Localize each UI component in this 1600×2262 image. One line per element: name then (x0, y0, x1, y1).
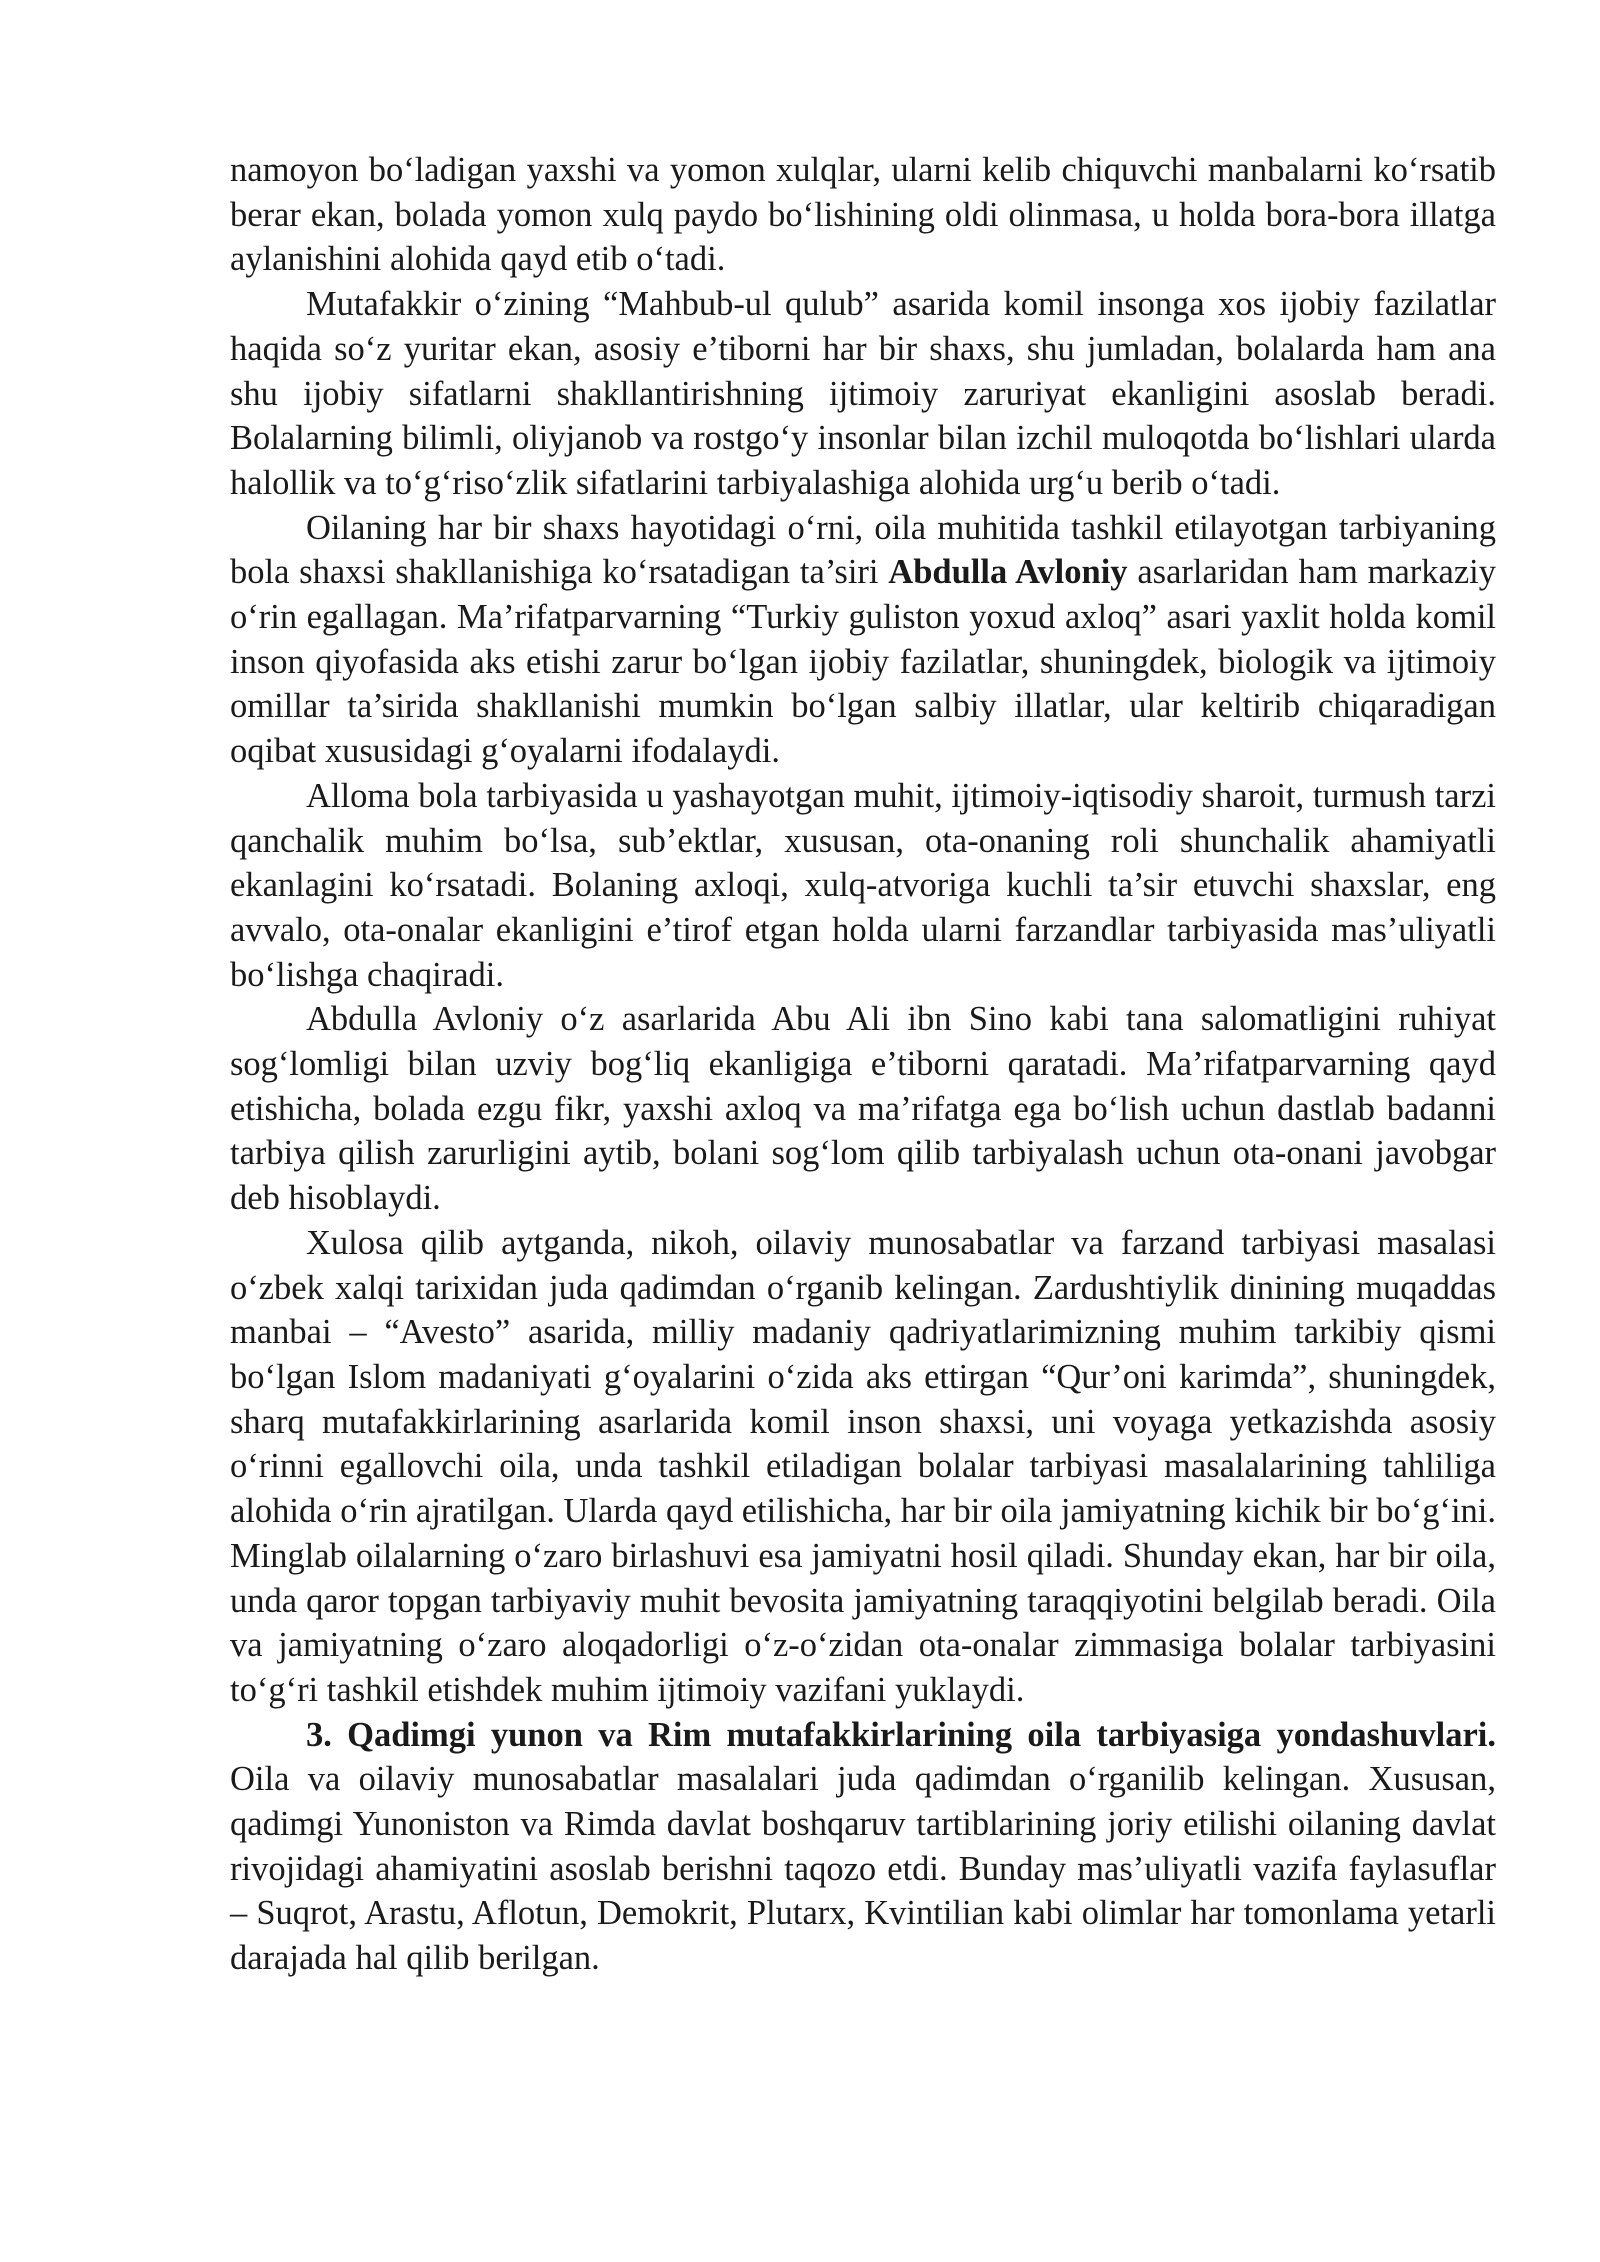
author-name-bold: Abdulla Avloniy (888, 553, 1128, 592)
paragraph-mahbub-ul-qulub: Mutafakkir oʻzining “Mahbub-ul qulub” asarida komil insonga xos ijobiy fazilatlar haqida soʻz yuritar ekan, asosiy e’tiborni har bir shaxs, shu jumladan, bolalarda ham ana shu ijobiy sifatlarni shakllantirishning ijtimoiy zaruriyat ekanligini asoslab beradi. Bolalarning bilimli, oliyjanob va rostgoʻy insonlar bilan izchil muloqotda boʻlishlari ularda halollik va toʻgʻrisoʻzlik sifatlarini tarbiyalashiga alohida urgʻu berib oʻtadi. (230, 285, 1496, 502)
document-body (230, 148, 1496, 1981)
paragraph-section-3 (230, 1713, 1496, 1981)
paragraph-abdulla-avloniy-intro (230, 506, 1496, 774)
paragraph-avloniy-health: Abdulla Avloniy oʻz asarlarida Abu Ali ibn Sino kabi tana salomatligini ruhiyat sogʻlomligi bilan uzviy bogʻliq ekanligiga e’tiborni qaratadi. Ma’rifatparvarning qayd etishicha, bolada ezgu fikr, yaxshi axloq va ma’rifatga ega boʻlish uchun dastlab badanni tarbiya qilish zarurligini aytib, bolani sogʻlom qilib tarbiyalash uchun ota-onani javobgar deb hisoblaydi. (230, 1000, 1496, 1218)
paragraph-text: asarlaridan ham markaziy oʻrin egallagan. Ma’rifatparvarning “Turkiy guliston yoxud axloq” asari yaxlit holda komil inson qiyofasida aks etishi zarur boʻlgan ijobiy fazilatlar, shuningdek, biologik va ijtimoiy omillar ta’sirida shakllanishi mumkin boʻlgan salbiy illatlar, ular keltirib chiqaradigan oqibat xususidagi gʻoyalarni ifodalaydi. (230, 553, 1496, 771)
paragraph-continuation: namoyon boʻladigan yaxshi va yomon xulqlar, ularni kelib chiquvchi manbalarni koʻrsatib berar ekan, bolada yomon xulq paydo boʻlishining oldi olinmasa, u holda bora-bora illatga aylanishini alohida qayd etib oʻtadi. (230, 151, 1496, 279)
paragraph-text: Oilaning har bir shaxs hayotidagi oʻrni, oila muhitida tashkil etilayotgan tarbiyaning bola shaxsi shakllanishiga koʻrsatadigan ta’siri (230, 508, 1496, 592)
paragraph-alloma: Alloma bola tarbiyasida u yashayotgan muhit, ijtimoiy-iqtisodiy sharoit, turmush tarzi qanchalik muhim boʻlsa, sub’ektlar, xususan, ota-onaning roli shunchalik ahamiyatli ekanlagini koʻrsatadi. Bolaning axloqi, xulq-atvoriga kuchli ta’sir etuvchi shaxslar, eng avvalo, ota-onalar ekanligini e’tirof etgan holda ularni farzandlar tarbiyasida mas’uliyatli boʻlishga chaqiradi. (230, 776, 1496, 994)
paragraph-conclusion: Xulosa qilib aytganda, nikoh, oilaviy munosabatlar va farzand tarbiyasi masalasi oʻzbek xalqi tarixidan juda qadimdan oʻrganib kelingan. Zardushtiylik dinining muqaddas manbai – “Avesto” asarida, milliy madaniy qadriyatlarimizning muhim tarkibiy qismi boʻlgan Islom madaniyati gʻoyalarini oʻzida aks ettirgan “Qur’oni karimda”, shuningdek, sharq mutafakkirlarining asarlarida komil inson shaxsi, uni voyaga yetkazishda asosiy oʻrinni egallovchi oila, unda tashkil etiladigan bolalar tarbiyasi masalalarining tahliliga alohida oʻrin ajratilgan. Ularda qayd etilishicha, har bir oila jamiyatning kichik bir boʻgʻini. Minglab oilalarning oʻzaro birlashuvi esa jamiyatni hosil qiladi. Shunday ekan, har bir oila, unda qaror topgan tarbiyaviy muhit bevosita jamiyatning taraqqiyotini belgilab beradi. Oila va jamiyatning oʻzaro aloqadorligi oʻz-oʻzidan ota-onalar zimmasiga bolalar tarbiyasini toʻgʻri tashkil etishdek muhim ijtimoiy vazifani yuklaydi. (230, 1223, 1496, 1709)
section-heading: 3. Qadimgi yunon va Rim mutafakkirlarining oila tarbiyasiga yondashuvlari. (306, 1715, 1496, 1754)
paragraph-text: Oila va oilaviy munosabatlar masalalari juda qadimdan oʻrganilib kelingan. Xususan, qadimgi Yunoniston va Rimda davlat boshqaruv tartiblarining joriy etilishi oilaning davlat rivojidagi ahamiyatini asoslab berishni taqozo etdi. Bunday mas’uliyatli vazifa faylasuflar – Suqrot, Arastu, Aflotun, Demokrit, Plutarx, Kvintilian kabi olimlar har tomonlama yetarli darajada hal qilib berilgan. (230, 1760, 1496, 1978)
